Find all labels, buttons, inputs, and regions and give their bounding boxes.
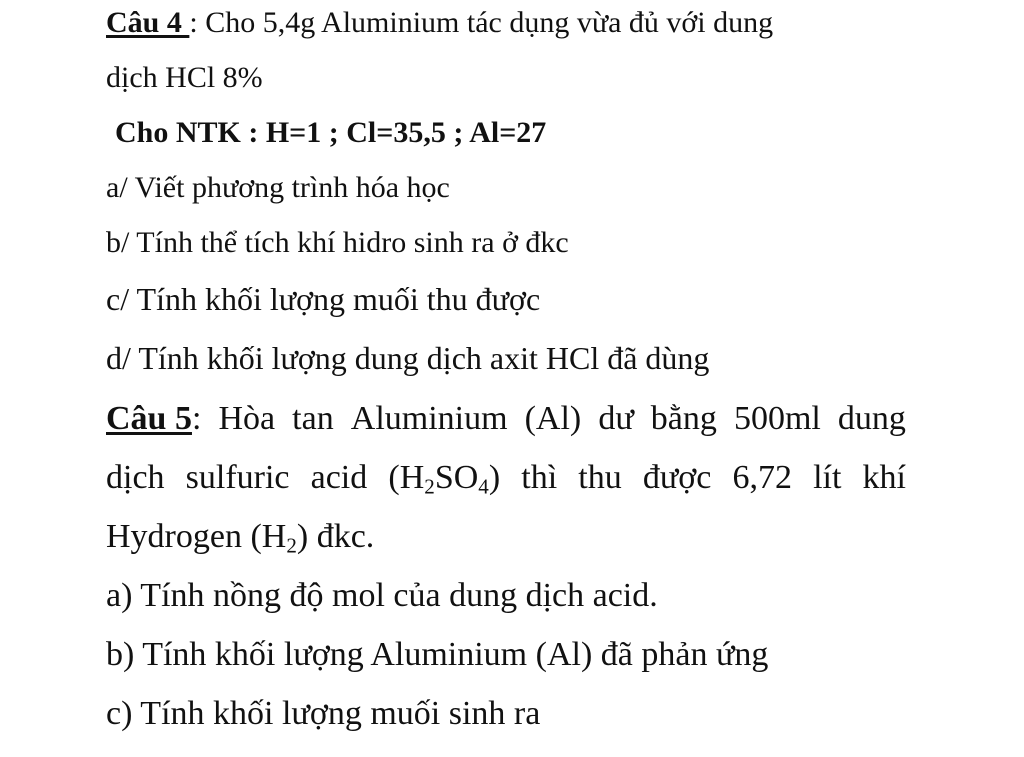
q4-heading-line xyxy=(106,8,773,38)
formula-subscript: 2 xyxy=(286,533,297,558)
q5-word: acid xyxy=(310,459,368,496)
q5-label: Câu 5 xyxy=(106,400,192,437)
q5-word: dịch xyxy=(106,459,165,496)
q5-part-c: c) Tính khối lượng muối sinh ra xyxy=(106,695,541,732)
q5-label-wrap xyxy=(106,402,201,436)
formula-part: SO xyxy=(434,459,479,496)
q5-word: tan xyxy=(292,400,334,437)
q5-word: bằng xyxy=(650,400,717,437)
formula-part: (H xyxy=(388,459,425,496)
q4-intro-line2: dịch HCl 8% xyxy=(106,61,263,94)
q4-part-d: d/ Tính khối lượng dung dịch axit HCl đã dùng xyxy=(106,340,710,376)
q5-colon: : xyxy=(191,400,202,437)
q4-ntk-line: Cho NTK : H=1 ; Cl=35,5 ; Al=27 xyxy=(115,116,547,149)
q5-line2 xyxy=(106,459,906,499)
q5-word: thu xyxy=(578,459,622,496)
q5-word: dư xyxy=(598,400,634,437)
q5-part-a: a) Tính nồng độ mol của dung dịch acid. xyxy=(106,577,658,614)
q4-part-a: a/ Viết phương trình hóa học xyxy=(106,171,450,204)
hydrogen-text: Hydrogen (H xyxy=(106,518,287,555)
hydrogen-text-end: ) đkc. xyxy=(296,518,375,555)
formula-subscript: 2 xyxy=(424,474,435,499)
q5-word: 500ml xyxy=(733,400,821,437)
q5-word: dung xyxy=(837,400,906,437)
q5-word: được xyxy=(642,459,712,496)
sulfuric-acid-formula xyxy=(388,459,501,499)
q5-word: lít xyxy=(813,459,842,496)
q5-part-b: b) Tính khối lượng Aluminium (Al) đã phản ứng xyxy=(106,636,769,673)
q5-word: Aluminium xyxy=(350,400,508,437)
q5-word: (Al) xyxy=(524,400,582,437)
q5-heading-line xyxy=(106,402,906,436)
q4-label: Câu 4 xyxy=(106,6,190,39)
q5-line3 xyxy=(106,518,375,558)
q5-word: khí xyxy=(862,459,906,496)
q4-intro-text: : Cho 5,4g Aluminium tác dụng vừa đủ với dung xyxy=(189,6,774,39)
q5-word: thì xyxy=(521,459,558,496)
q4-part-c: c/ Tính khối lượng muối thu được xyxy=(106,281,541,317)
formula-part: ) xyxy=(488,459,501,496)
q5-word: Hòa xyxy=(218,400,276,437)
q5-word: 6,72 xyxy=(732,459,792,496)
q4-part-b: b/ Tính thể tích khí hidro sinh ra ở đkc xyxy=(106,226,569,259)
q5-word: sulfuric xyxy=(185,459,290,496)
formula-subscript: 4 xyxy=(478,474,489,499)
